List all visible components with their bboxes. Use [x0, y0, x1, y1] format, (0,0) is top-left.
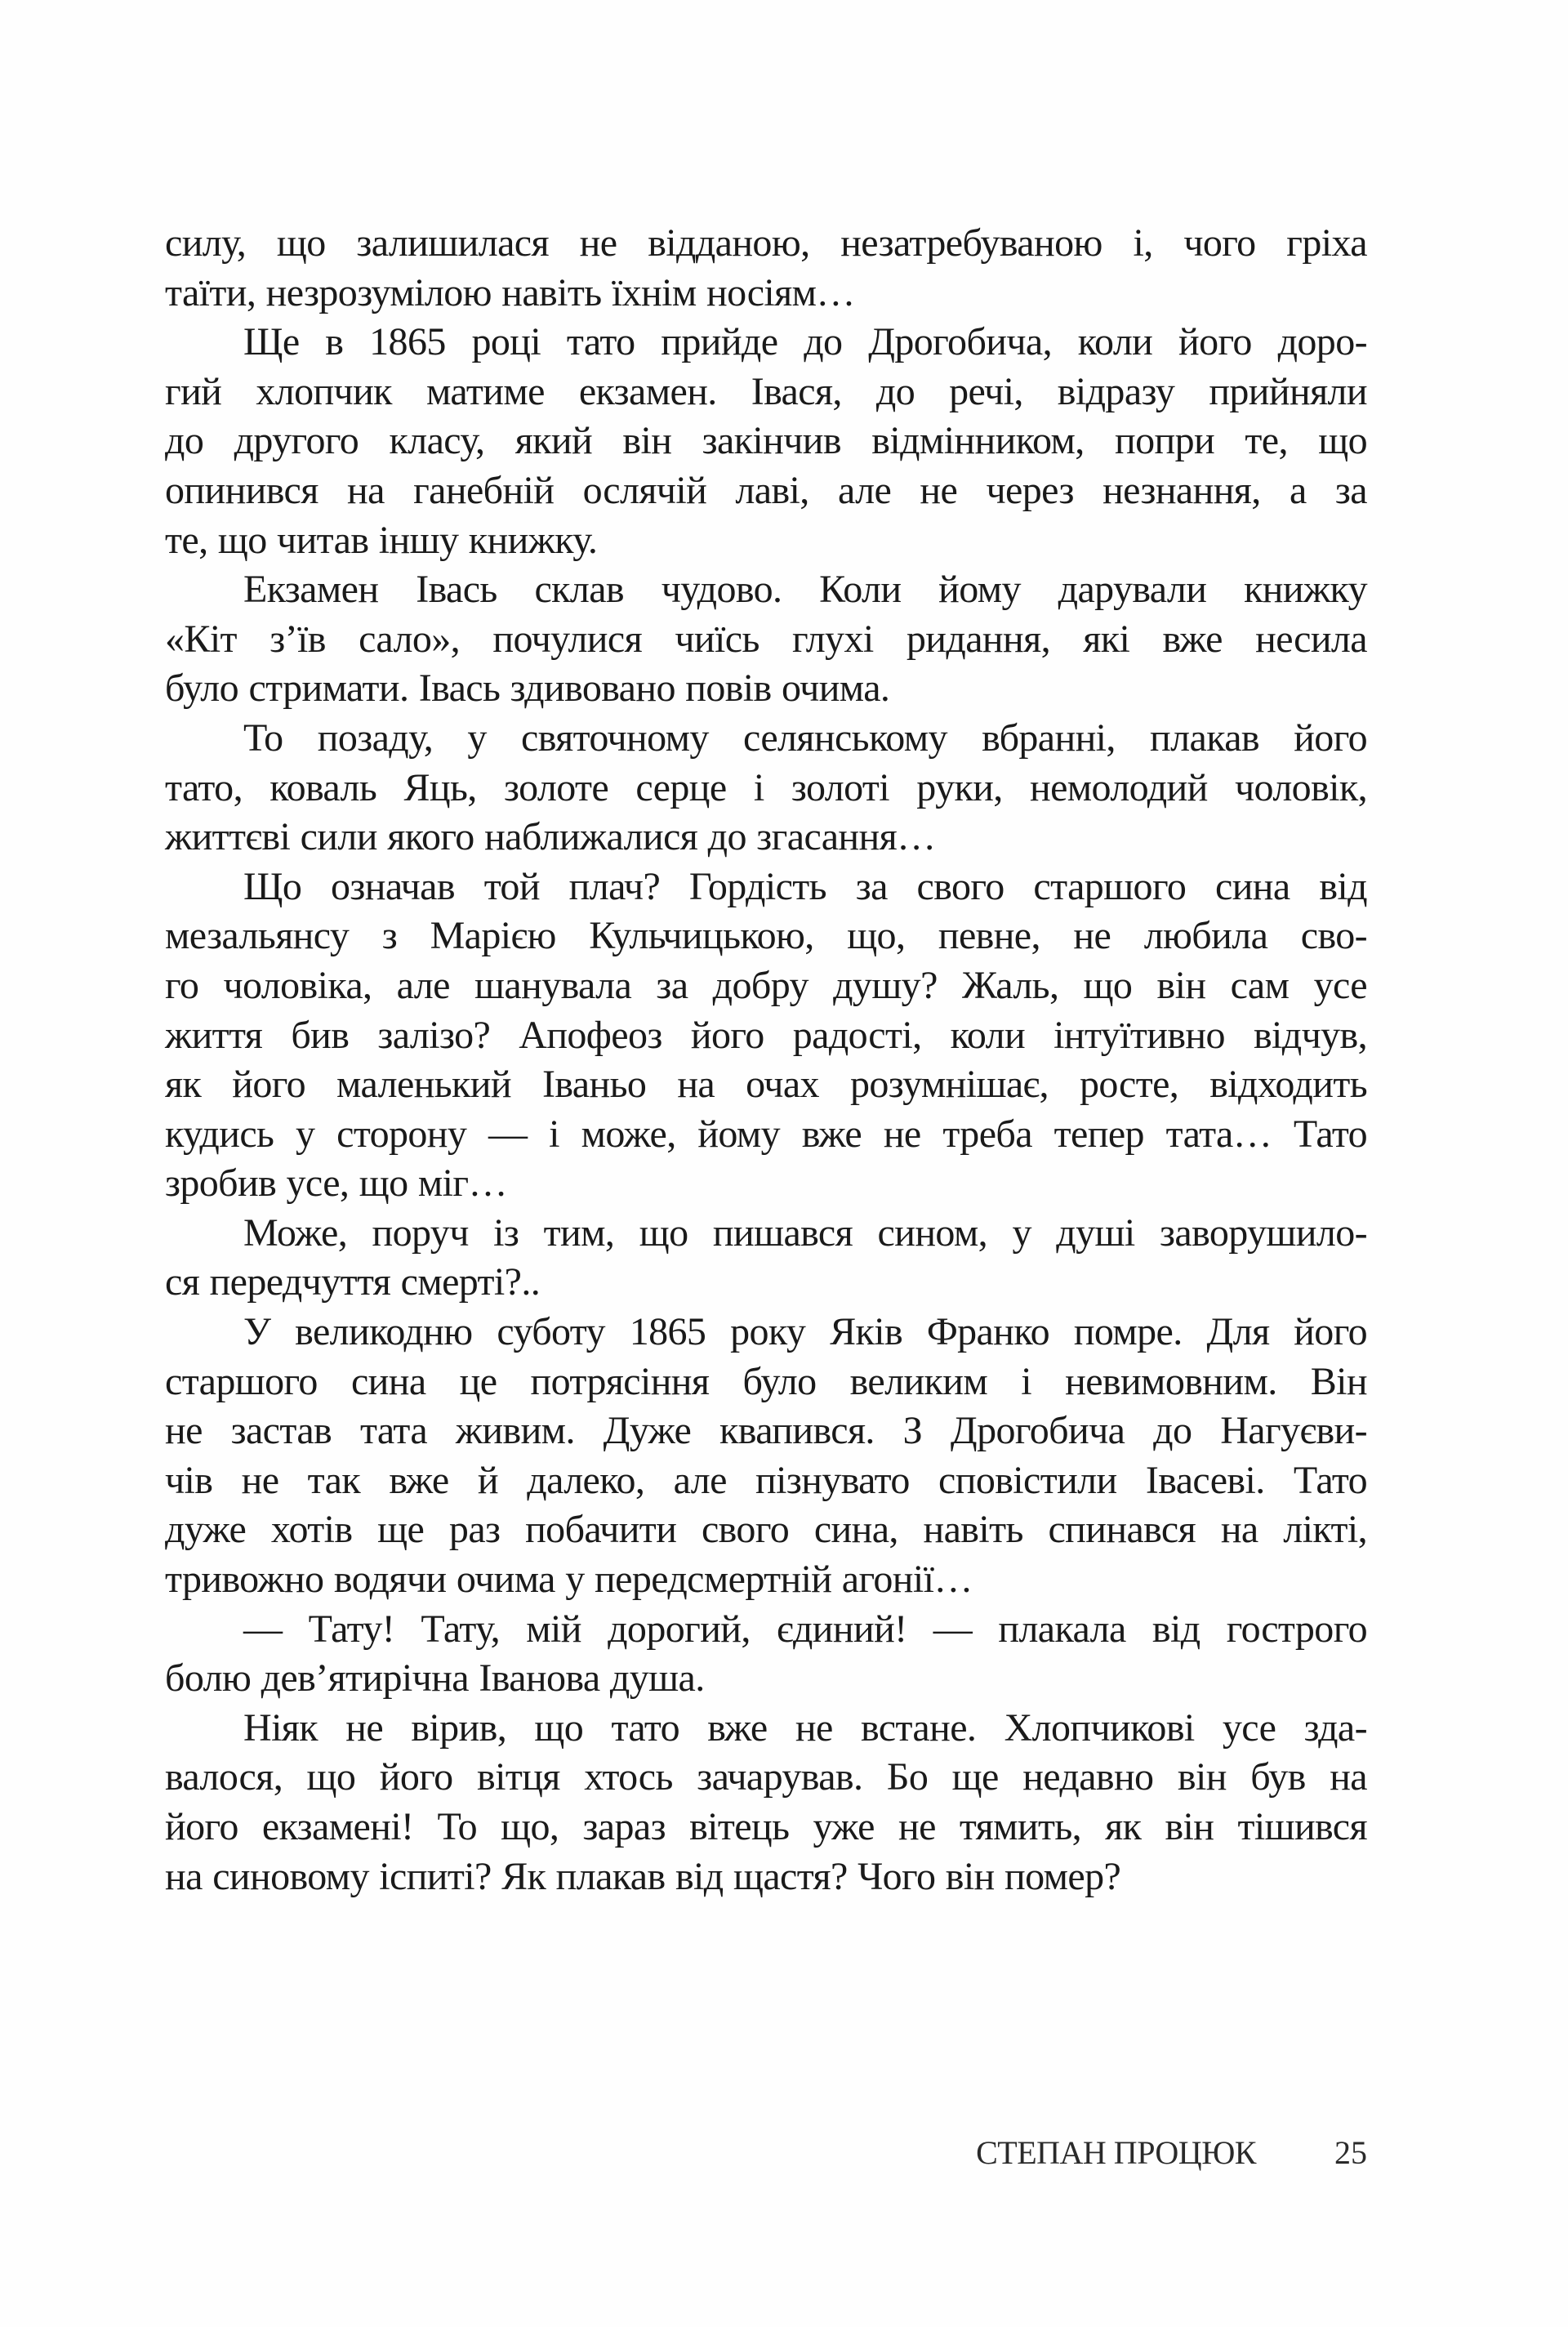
text-line: життєві сили якого наближалися до згасання… [165, 815, 936, 859]
text-line: кудись у сторону — і може, йому вже не треба тепер тата… Тато [165, 1112, 1367, 1156]
text-line: те, що читав іншу книжку. [165, 518, 598, 562]
text-line: не застав тата живим. Дуже квапився. З Дрогобича до Нагуєви- [165, 1409, 1367, 1453]
paragraph-first-line: Ще в 1865 році тато прийде до Дрогобича, коли його доро- [243, 320, 1367, 364]
text-line: чів не так вже й далеко, але пізнувато сповістили Івасеві. Тато [165, 1458, 1367, 1502]
paragraph-first-line: Може, поруч із тим, що пишався сином, у душі заворушило- [243, 1210, 1367, 1255]
text-line: го чоловіка, але шанувала за добру душу? Жаль, що він сам усе [165, 963, 1367, 1007]
text-line: гий хлопчик матиме екзамен. Івася, до речі, відразу прийняли [165, 369, 1367, 413]
text-line: мезальянсу з Марією Кульчицькою, що, певне, не любила сво- [165, 914, 1367, 958]
paragraph-first-line: То позаду, у святочному селянському вбранні, плакав його [243, 715, 1367, 760]
body-text [165, 219, 1367, 1901]
running-footer-author: СТЕПАН ПРОЦЮК [976, 2134, 1256, 2171]
page-number: 25 [1334, 2134, 1367, 2171]
paragraph-first-line: Що означав той плач? Гордість за свого старшого сина від [243, 864, 1367, 908]
text-line: старшого сина це потрясіння було великим і невимовним. Він [165, 1359, 1367, 1403]
text-line: зробив усе, що міг… [165, 1161, 507, 1206]
text-line: тато, коваль Яць, золоте серце і золоті руки, немолодий чоловік, [165, 765, 1367, 809]
text-line: валося, що його вітця хтось зачарував. Бо ще недавно він був на [165, 1755, 1367, 1799]
text-line: дуже хотів ще раз побачити свого сина, навіть спинався на лікті, [165, 1508, 1367, 1552]
text-line: таїти, незрозумілою навіть їхнім носіям… [165, 270, 855, 314]
text-line: «Кіт з’їв сало», почулися чиїсь глухі ридання, які вже несила [165, 617, 1367, 661]
text-line: як його маленький Іваньо на очах розумнішає, росте, відходить [165, 1063, 1367, 1107]
paragraph-first-line: У великодню суботу 1865 року Яків Франко помре. Для його [243, 1310, 1367, 1354]
text-line: до другого класу, який він закінчив відмінником, попри те, що [165, 419, 1367, 463]
dialogue-line: — Тату! Тату, мій дорогий, єдиний! — плакала від гострого [243, 1607, 1367, 1651]
text-line: його екзамені! То що, зараз вітець уже не тямить, як він тішився [165, 1805, 1367, 1848]
text-line: силу, що залишилася не відданою, незатребуваною і, чого гріха [165, 221, 1367, 265]
text-line: болю дев’ятирічна Іванова душа. [165, 1656, 705, 1701]
text-line: тривожно водячи очима у передсмертній агонії… [165, 1558, 973, 1602]
text-line: опинився на ганебній ослячій лаві, але не через незнання, а за [165, 468, 1367, 512]
paragraph-first-line: Екзамен Івась склав чудово. Коли йому дарували книжку [243, 568, 1367, 612]
page-footer [165, 2133, 1367, 2172]
text-line: життя бив залізо? Апофеоз його радості, коли інтуїтивно відчув, [165, 1013, 1367, 1057]
text-line: на синовому іспиті? Як плакав від щастя? Чого він помер? [165, 1854, 1121, 1898]
text-line: ся передчуття смерті?.. [165, 1260, 541, 1304]
text-line: було стримати. Івась здивовано повів очима. [165, 666, 890, 711]
paragraph-first-line: Ніяк не вірив, що тато вже не встане. Хлопчикові усе зда- [243, 1705, 1367, 1750]
